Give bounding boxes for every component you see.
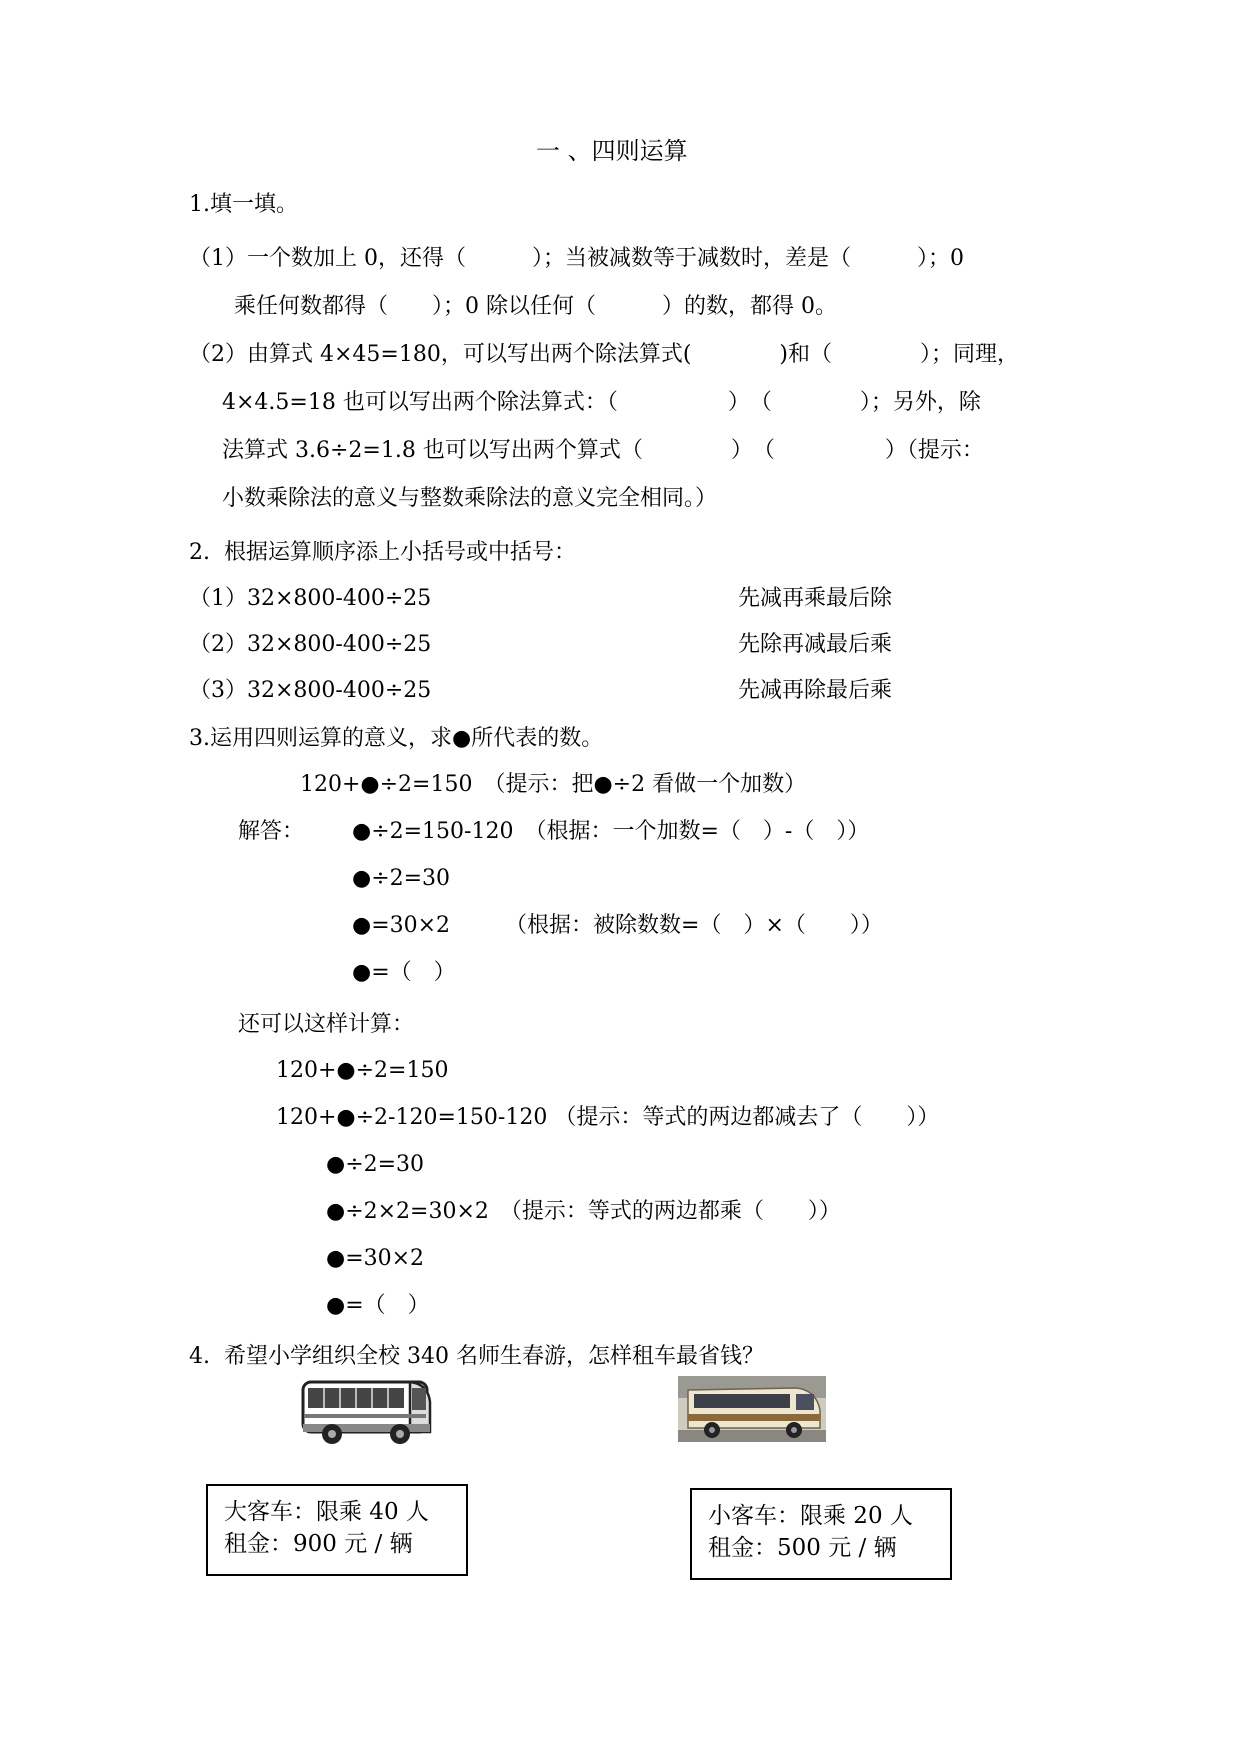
q3-equation: 120+●÷2=150 （提示：把●÷2 看做一个加数）	[300, 772, 807, 797]
q3-step-3: ●=30×2 （根据：被除数数=（ ）×（ ））	[352, 913, 883, 938]
small-bus-capacity: 小客车：限乘 20 人	[708, 1503, 913, 1529]
page-title: 一 、四则运算	[536, 137, 688, 165]
q3-alt-step-5: ●=30×2	[326, 1246, 425, 1271]
q2-item-1-expr: （1）32×800-400÷25	[189, 586, 432, 611]
large-bus-capacity: 大客车：限乘 40 人	[224, 1499, 429, 1525]
q3-alt-step-3: ●÷2=30	[326, 1152, 425, 1177]
q3-alt-label: 还可以这样计算：	[238, 1012, 415, 1037]
minibus-photo	[678, 1376, 826, 1442]
q3-alt-step-2: 120+●÷2-120=150-120 （提示：等式的两边都减去了（ ））	[276, 1105, 940, 1130]
q3-heading: 3.运用四则运算的意义，求●所代表的数。	[189, 726, 604, 751]
q4-heading: 4. 希望小学组织全校 340 名师生春游，怎样租车最省钱？	[189, 1344, 764, 1369]
q2-heading: 2. 根据运算顺序添上小括号或中括号：	[189, 540, 576, 565]
q2-item-3-expr: （3）32×800-400÷25	[189, 678, 432, 703]
q1-part2-line4: 小数乘除法的意义与整数乘除法的意义完全相同。）	[222, 486, 718, 511]
q1-heading: 1.填一填。	[189, 192, 298, 217]
small-bus-info-box	[690, 1488, 952, 1580]
small-bus-rent: 租金：500 元 / 辆	[708, 1535, 897, 1561]
q2-item-3-rule: 先减再除最后乘	[738, 678, 893, 703]
q3-alt-step-1: 120+●÷2=150	[276, 1058, 449, 1083]
q3-alt-step-6: ●=（ ）	[326, 1293, 430, 1318]
q2-item-2-rule: 先除再减最后乘	[738, 632, 893, 657]
q3-step-4: ●=（ ）	[352, 960, 456, 985]
q3-alt-step-4: ●÷2×2=30×2 （提示：等式的两边都乘（ ））	[326, 1199, 841, 1224]
q2-item-2-expr: （2）32×800-400÷25	[189, 632, 432, 657]
q1-part2-line1: （2）由算式 4×45=180，可以写出两个除法算式( )和（ ）；同理，	[189, 342, 1020, 367]
large-bus-info-box	[206, 1484, 468, 1576]
large-bus-rent: 租金：900 元 / 辆	[224, 1531, 413, 1557]
q2-item-1-rule: 先减再乘最后除	[738, 586, 893, 611]
q1-part2-line3: 法算式 3.6÷2=1.8 也可以写出两个算式（ ） （ ）（提示：	[222, 438, 984, 463]
q3-step-1: ●÷2=150-120 （根据：一个加数=（ ）-（ ））	[352, 819, 870, 844]
q3-answer-label: 解答：	[238, 819, 305, 844]
q1-part1-line2: 乘任何数都得（ ）；0 除以任何（ ）的数，都得 0。	[234, 294, 837, 319]
large-bus-icon	[300, 1376, 436, 1448]
q3-step-2: ●÷2=30	[352, 866, 451, 891]
q1-part1-line1: （1）一个数加上 0，还得（ ）；当被减数等于减数时，差是（ ）；0	[189, 246, 964, 271]
q1-part2-line2: 4×4.5=18 也可以写出两个除法算式：（ ） （ ）；另外，除	[222, 390, 981, 415]
